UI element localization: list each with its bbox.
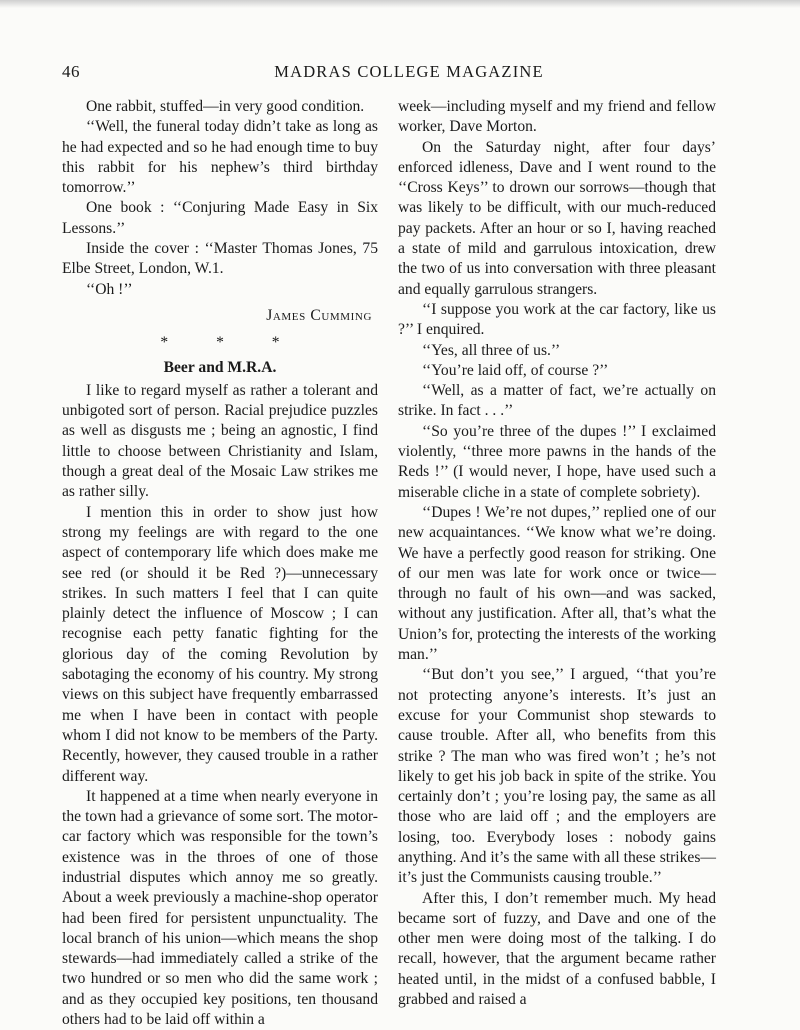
paragraph: ‘‘You’re laid off, of course ?’’ [422,361,609,379]
paragraph: ‘‘So you’re three of the dupes !’’ I exclaimed violently, ‘‘three more pawns in the hands of the Reds !’’ (I would never, I hope, have used such a miserable cliche in a state of complete sobriety). [398,422,716,501]
paragraph: ‘‘Oh !’’ [86,280,133,298]
paragraph: I mention this in order to show just how strong my feelings are with regard to the one aspect of contemporary life which does make me see red (or should it be Red ?)—unnecessary strikes. In such matters I feel that I can quite plainly detect the influence of Moscow ; I can recognise each petty fanatic fighting for the glorious day of the coming Revolution by sabotaging the economy of his country. My strong views on this subject have frequently embarrassed me when I have been in contact with people whom I did not know to be members of the Party. Recently, however, they caused trouble in a rather different way. [62,503,378,785]
right-column [398,97,716,1010]
paragraph: week—including myself and my friend and fellow worker, Dave Morton. [398,98,716,136]
article-title: Beer and M.R.A. [163,358,277,376]
paragraph: One book : ‘‘Conjuring Made Easy in Six Lessons.’’ [62,199,378,237]
scan-edge-shadow [0,0,800,8]
author-signature: James Cumming [266,306,372,324]
paragraph: ‘‘But don’t you see,’’ I argued, ‘‘that you’re not protecting anyone’s interests. It’s just an excuse for your Communist shop stewards to cause trouble. After all, who benefits from this strike ? The man who was fired won’t ; he’s not likely to get his job back in spite of the strike. You certainly don’t ; you’re losing pay, the same as all those who are laid off ; and the employers are losing, too. Everybody loses : nobody gains anything. And it’s the same with all these strikes—it’s just the Communists causing trouble.’’ [398,666,716,887]
page-number: 46 [62,62,80,81]
paragraph: On the Saturday night, after four days’ enforced idleness, Dave and I went round to the ‘‘Cross Keys’’ to drown our sorrows—though that was likely to be difficult, with our much-reduced pay packets. After an hour or so I, having reached a state of mild and garrulous intoxication, drew the two of us into conversation with three pleasant and equally garrulous strangers. [398,138,716,298]
magazine-title: MADRAS COLLEGE MAGAZINE [274,62,544,81]
paragraph: It happened at a time when nearly everyone in the town had a grievance of some sort. The motor-car factory which was responsible for the town’s existence was in the throes of one of those industrial disputes which annoy me so greatly. About a week previously a machine-shop operator had been fired for persistent unpunctuality. The local branch of his union—which means the shop stewards—had immediately called a strike of the two hundred or so men who did the same work ; and as they occupied key positions, ten thousand others had to be laid off within a [62,787,378,1029]
page-header [62,62,716,86]
paragraph: ‘‘Well, the funeral today didn’t take as long as he had expected and so he had enough time to buy this rabbit for his nephew’s third birthday tomorrow.’’ [62,118,378,197]
paragraph: Inside the cover : ‘‘Master Thomas Jones, 75 Elbe Street, London, W.1. [62,240,378,278]
paragraph: ‘‘Yes, all three of us.’’ [422,341,561,359]
paragraph: After this, I don’t remember much. My head became sort of fuzzy, and Dave and one of the other men were doing most of the talking. I do recall, however, that the argument became rather heated until, in the midst of a confused babble, I grabbed and raised a [398,889,716,1009]
section-divider-stars: * * * [160,334,302,352]
paragraph: ‘‘I suppose you work at the car factory, like us ?’’ I enquired. [398,300,716,339]
paragraph: I like to regard myself as rather a tolerant and unbigoted sort of person. Racial prejudice puzzles as well as disgusts me ; being an agnostic, I find little to choose between Christianity and Islam, though a great deal of the Mosaic Law strikes me as rather silly. [62,381,378,501]
paragraph: ‘‘Dupes ! We’re not dupes,’’ replied one of our new acquaintances. ‘‘We know what we’re doing. We have a perfectly good reason for striking. One of our men was late for work once or twice—through no fault of his own—and was sacked, without any justification. After all, that’s what the Union’s for, protecting the interests of the working man.’’ [398,503,716,664]
paragraph: ‘‘Well, as a matter of fact, we’re actually on strike. In fact . . .’’ [398,382,716,420]
left-column [62,97,378,1030]
paragraph: One rabbit, stuffed—in very good condition. [86,98,365,115]
